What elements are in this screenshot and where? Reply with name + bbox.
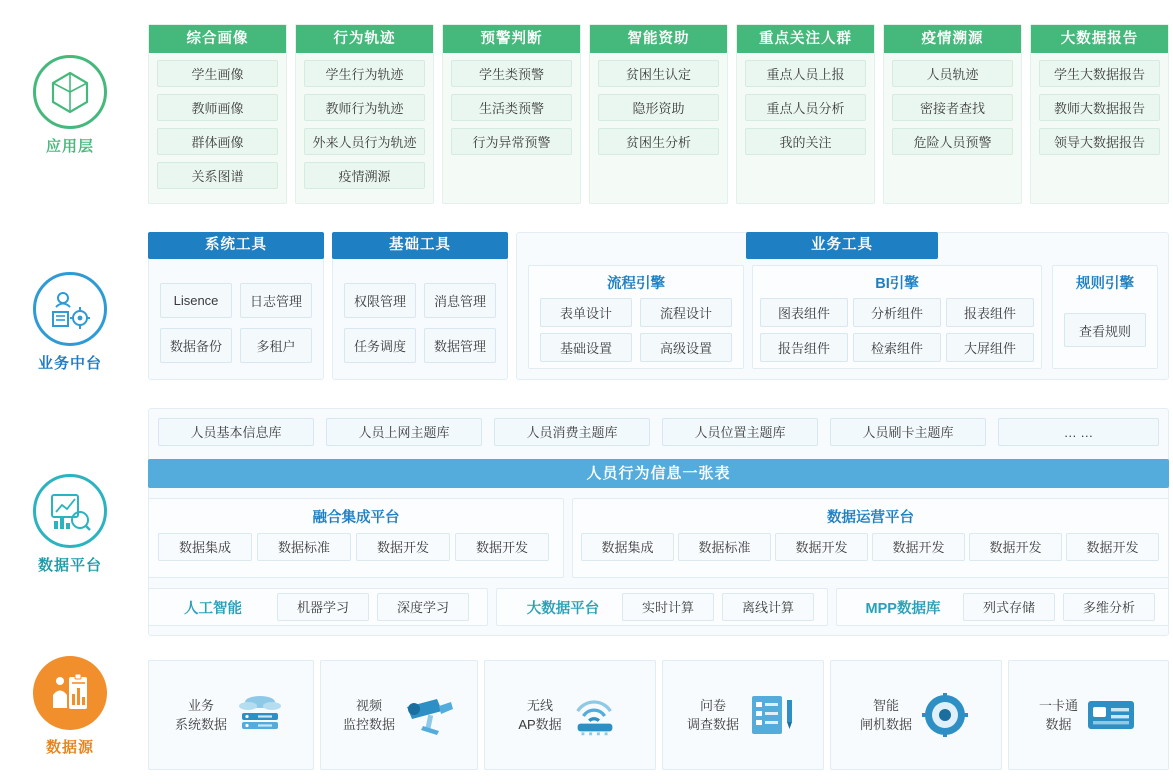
mpp-title: MPP数据库 [865,601,941,617]
app-column-early-warning [442,24,581,204]
data-source-card[interactable] [662,660,824,770]
turnstile-gate-icon [918,692,972,738]
app-item[interactable]: 外来人员行为轨迹 [304,128,425,155]
app-column-epidemic-tracing [883,24,1022,204]
data-source-card[interactable] [484,660,656,770]
library-item[interactable]: 人员基本信息库 [158,418,314,446]
business-tools-title: 业务工具 [746,232,938,259]
flow-engine-item[interactable]: 高级设置 [640,333,732,362]
rail-label: 业务中台 [37,355,102,372]
cube-icon [33,55,107,129]
label-line1: 问卷 [699,698,726,713]
bigdata-item[interactable]: 离线计算 [722,593,814,621]
library-item[interactable]: 人员刷卡主题库 [830,418,986,446]
rule-engine-item[interactable]: 查看规则 [1064,313,1146,347]
label-line2: 监控数据 [342,717,395,732]
one-table-bar: 人员行为信息一张表 [148,459,1169,488]
app-item[interactable]: 重点人员分析 [745,94,866,121]
ai-item[interactable]: 深度学习 [377,593,469,621]
id-card-icon [1084,692,1138,738]
data-source-card[interactable] [148,660,314,770]
app-column-bigdata-report [1030,24,1169,204]
library-item[interactable]: 人员消费主题库 [494,418,650,446]
rail-label: 数据平台 [37,557,102,574]
bigdata-item[interactable]: 实时计算 [622,593,714,621]
system-tool-item[interactable]: 数据备份 [160,328,232,363]
ai-item[interactable]: 机器学习 [277,593,369,621]
cctv-camera-icon [401,692,455,738]
app-column-title: 综合画像 [149,25,286,53]
operation-item[interactable]: 数据开发 [1066,533,1159,561]
app-item[interactable]: 学生行为轨迹 [304,60,425,87]
server-stack-icon [233,692,287,738]
data-source-label [343,696,395,734]
label-line2: 调查数据 [686,717,739,732]
app-item[interactable]: 人员轨迹 [892,60,1013,87]
bigdata-title: 大数据平台 [526,601,600,617]
app-column-title: 疫情溯源 [884,25,1021,53]
app-column-title: 重点关注人群 [737,25,874,53]
rail-label: 数据源 [45,739,94,756]
app-column-title: 预警判断 [443,25,580,53]
wifi-router-icon [568,692,622,738]
bi-engine-title: BI引擎 [875,276,919,292]
rail-item-application[interactable] [0,55,140,156]
mpp-item[interactable]: 列式存储 [963,593,1055,621]
data-source-card[interactable] [830,660,1002,770]
fusion-item[interactable]: 数据集成 [158,533,252,561]
app-item[interactable]: 学生画像 [157,60,278,87]
data-source-card[interactable] [320,660,478,770]
rail-item-business[interactable] [0,272,140,373]
system-tool-item[interactable]: 日志管理 [240,283,312,318]
app-item[interactable]: 领导大数据报告 [1039,128,1160,155]
app-column-behavior-track [295,24,434,204]
label-line2: 系统数据 [174,717,227,732]
label-line2: 闸机数据 [859,717,912,732]
fusion-item[interactable]: 数据标准 [257,533,351,561]
app-item[interactable]: 学生类预警 [451,60,572,87]
app-item[interactable]: 行为异常预警 [451,128,572,155]
fusion-platform-title: 融合集成平台 [312,510,400,526]
app-item[interactable]: 学生大数据报告 [1039,60,1160,87]
operation-item[interactable]: 数据开发 [969,533,1062,561]
clipboard-person-icon [33,656,107,730]
bi-engine-item[interactable]: 报告组件 [760,333,848,362]
flow-engine-item[interactable]: 表单设计 [540,298,632,327]
library-item-more[interactable]: … … [998,418,1159,446]
app-column-title: 大数据报告 [1031,25,1168,53]
rail-item-data-platform[interactable] [0,474,140,575]
library-item[interactable]: 人员上网主题库 [326,418,482,446]
system-tool-item[interactable]: Lisence [160,283,232,318]
label-line2: AP数据 [518,717,562,732]
data-source-label [687,696,739,734]
library-item[interactable]: 人员位置主题库 [662,418,818,446]
data-source-label [518,696,561,734]
operation-item[interactable]: 数据开发 [872,533,965,561]
bi-engine-item[interactable]: 分析组件 [853,298,941,327]
operation-platform-title: 数据运营平台 [827,510,914,526]
label-line1: 无线 [526,698,553,713]
bi-engine-item[interactable]: 大屏组件 [946,333,1034,362]
app-item[interactable]: 群体画像 [157,128,278,155]
bi-engine-item[interactable]: 图表组件 [760,298,848,327]
operation-item[interactable]: 数据集成 [581,533,674,561]
bi-engine-item[interactable]: 检索组件 [853,333,941,362]
app-column-comprehensive-portrait [148,24,287,204]
rule-engine-title: 规则引擎 [1076,276,1134,292]
app-item[interactable]: 密接者查找 [892,94,1013,121]
app-item[interactable]: 重点人员上报 [745,60,866,87]
operation-item[interactable]: 数据标准 [678,533,771,561]
label-line1: 智能 [872,698,899,713]
app-item[interactable]: 疫情溯源 [304,162,425,189]
flow-engine-title: 流程引擎 [607,276,665,292]
flow-engine-item[interactable]: 基础设置 [540,333,632,362]
app-column-smart-funding [589,24,728,204]
data-source-label [1039,696,1078,734]
app-item[interactable]: 隐形资助 [598,94,719,121]
label-line1: 业务 [187,698,214,713]
chart-analytics-icon [33,474,107,548]
fusion-item[interactable]: 数据开发 [455,533,549,561]
app-item[interactable]: 贫困生认定 [598,60,719,87]
basic-tools-title: 基础工具 [332,232,508,259]
app-item[interactable]: 我的关注 [745,128,866,155]
app-item[interactable]: 贫困生分析 [598,128,719,155]
mpp-item[interactable]: 多维分析 [1063,593,1155,621]
ai-title: 人工智能 [184,601,242,617]
data-source-card[interactable] [1008,660,1169,770]
flow-engine-item[interactable]: 流程设计 [640,298,732,327]
app-column-title: 智能资助 [590,25,727,53]
process-gear-icon [33,272,107,346]
label-line1: 视频 [355,698,382,713]
system-tool-item[interactable]: 多租户 [240,328,312,363]
bi-engine-item[interactable]: 报表组件 [946,298,1034,327]
layer-rail [0,0,140,784]
basic-tool-item[interactable]: 数据管理 [424,328,496,363]
operation-item[interactable]: 数据开发 [775,533,868,561]
system-tools-title: 系统工具 [148,232,324,259]
label-line1: 一卡通 [1038,698,1078,713]
basic-tool-item[interactable]: 消息管理 [424,283,496,318]
fusion-item[interactable]: 数据开发 [356,533,450,561]
app-column-key-population [736,24,875,204]
app-item[interactable]: 教师画像 [157,94,278,121]
app-item[interactable]: 关系图谱 [157,162,278,189]
basic-tool-item[interactable]: 权限管理 [344,283,416,318]
app-item[interactable]: 生活类预警 [451,94,572,121]
data-source-label [860,696,912,734]
app-item[interactable]: 危险人员预警 [892,128,1013,155]
basic-tool-item[interactable]: 任务调度 [344,328,416,363]
survey-form-icon [745,692,799,738]
app-item[interactable]: 教师大数据报告 [1039,94,1160,121]
app-item[interactable]: 教师行为轨迹 [304,94,425,121]
rail-label: 应用层 [45,138,94,155]
app-column-title: 行为轨迹 [296,25,433,53]
rail-item-data-source[interactable] [0,656,140,757]
label-line2: 数据 [1045,717,1072,732]
data-source-label [175,696,227,734]
